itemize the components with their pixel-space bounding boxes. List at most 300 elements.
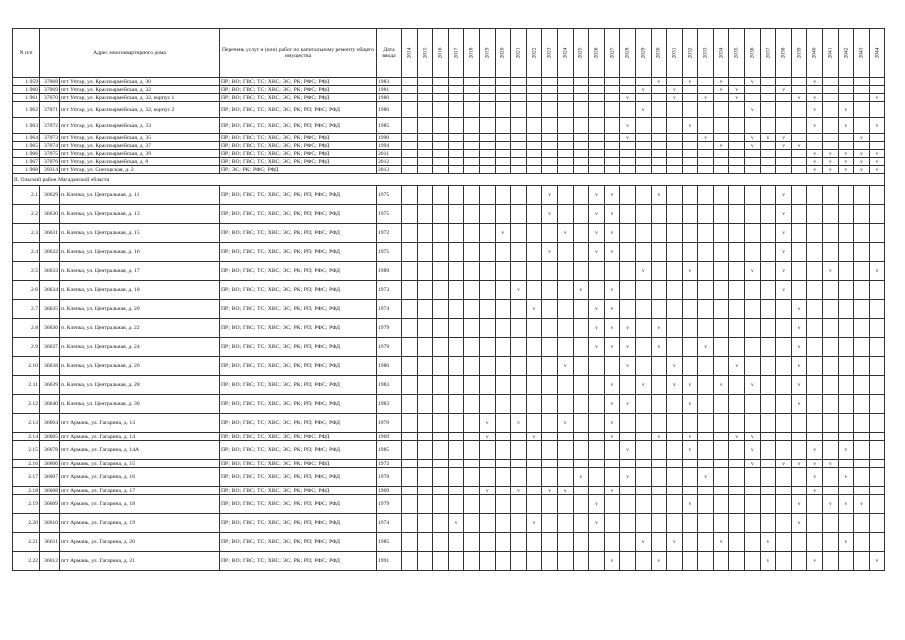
year-mark-cell xyxy=(823,94,839,102)
year-mark-cell: v xyxy=(791,319,807,338)
year-mark-cell xyxy=(635,281,651,300)
year-mark-cell xyxy=(573,460,589,468)
row-year-built: 2013 xyxy=(377,166,402,174)
year-mark-cell xyxy=(464,186,480,205)
year-mark-cell: v xyxy=(776,142,792,150)
year-mark-cell xyxy=(448,376,464,395)
year-mark-cell xyxy=(479,78,495,86)
year-mark-cell xyxy=(823,514,839,533)
year-mark-cell xyxy=(698,533,714,552)
year-mark-cell xyxy=(542,468,558,487)
year-mark-cell xyxy=(448,552,464,571)
header-year-label: 2039 xyxy=(796,47,803,59)
year-mark-cell xyxy=(651,158,667,166)
year-mark-cell xyxy=(869,319,885,338)
header-year xyxy=(667,29,683,78)
table-row xyxy=(13,281,885,300)
row-year-built: 1972 xyxy=(377,460,402,468)
year-mark-cell xyxy=(838,357,854,376)
year-mark-cell: v xyxy=(604,338,620,357)
year-mark-cell xyxy=(589,441,605,460)
year-mark-cell xyxy=(526,158,542,166)
header-year-label: 2023 xyxy=(546,47,553,59)
year-mark-cell xyxy=(542,376,558,395)
year-mark-cell: v xyxy=(651,186,667,205)
year-mark-cell: v xyxy=(667,533,683,552)
year-mark-cell xyxy=(635,186,651,205)
year-mark-cell: v xyxy=(791,94,807,102)
header-year-label: 2025 xyxy=(577,47,584,59)
year-mark-cell xyxy=(713,468,729,487)
row-number: 2.21 xyxy=(13,533,40,552)
year-mark-cell xyxy=(479,338,495,357)
year-mark-cell: v xyxy=(745,433,761,441)
year-mark-cell xyxy=(745,495,761,514)
year-mark-cell xyxy=(573,395,589,414)
row-building-id: 36638 xyxy=(40,357,60,376)
year-mark-cell xyxy=(698,78,714,86)
year-mark-cell xyxy=(573,338,589,357)
year-mark-cell xyxy=(667,441,683,460)
row-year-built: 1975 xyxy=(377,205,402,224)
row-address: пгт Армань, ул. Гагарина, д. 13 xyxy=(60,414,220,433)
year-mark-cell xyxy=(729,487,745,495)
year-mark-cell xyxy=(526,376,542,395)
year-mark-cell xyxy=(495,186,511,205)
year-mark-cell xyxy=(838,205,854,224)
year-mark-cell xyxy=(667,150,683,158)
row-services: ПР; ВО; ГВС; ТС; ХВС; ЭС; РК; РФС; РФД xyxy=(220,487,377,495)
year-mark-cell xyxy=(729,78,745,86)
year-mark-cell xyxy=(635,94,651,102)
year-mark-cell xyxy=(807,514,823,533)
year-mark-cell: v xyxy=(651,433,667,441)
year-mark-cell: v xyxy=(557,357,573,376)
year-mark-cell xyxy=(464,243,480,262)
year-mark-cell xyxy=(823,118,839,134)
row-year-built: 1985 xyxy=(377,441,402,460)
year-mark-cell xyxy=(589,414,605,433)
year-mark-cell xyxy=(698,552,714,571)
year-mark-cell xyxy=(869,186,885,205)
year-mark-cell xyxy=(682,338,698,357)
year-mark-cell xyxy=(433,441,449,460)
year-mark-cell xyxy=(667,319,683,338)
year-mark-cell xyxy=(713,433,729,441)
year-mark-cell xyxy=(635,158,651,166)
year-mark-cell xyxy=(682,150,698,158)
year-mark-cell xyxy=(651,243,667,262)
row-building-id: 36610 xyxy=(40,514,60,533)
year-mark-cell: v xyxy=(526,514,542,533)
year-mark-cell xyxy=(667,552,683,571)
table-row xyxy=(13,514,885,533)
year-mark-cell xyxy=(417,243,433,262)
year-mark-cell xyxy=(838,300,854,319)
year-mark-cell xyxy=(791,262,807,281)
year-mark-cell xyxy=(651,395,667,414)
year-mark-cell xyxy=(760,460,776,468)
year-mark-cell xyxy=(433,495,449,514)
year-mark-cell: v xyxy=(479,433,495,441)
year-mark-cell xyxy=(838,243,854,262)
year-mark-cell xyxy=(479,243,495,262)
row-building-id: 37068 xyxy=(40,78,60,86)
row-year-built: 1970 xyxy=(377,414,402,433)
year-mark-cell xyxy=(526,357,542,376)
year-mark-cell xyxy=(448,166,464,174)
year-mark-cell xyxy=(823,395,839,414)
year-mark-cell: v xyxy=(854,134,870,142)
row-services: ПР; ВО; ГВС; ТС; ХВС; ЭС; РК; РП; РФС; РФД xyxy=(220,186,377,205)
year-mark-cell xyxy=(526,166,542,174)
year-mark-cell: v xyxy=(604,552,620,571)
year-mark-cell xyxy=(651,414,667,433)
year-mark-cell xyxy=(495,166,511,174)
row-services: ПР; ВО; ГВС; ТС; ХВС; ЭС; РК; РП; РФС; РФД xyxy=(220,376,377,395)
row-services: ПР; ВО; ГВС; ТС; ХВС; ЭС; РК; РП; РФС; РФД xyxy=(220,414,377,433)
year-mark-cell xyxy=(402,533,418,552)
year-mark-cell xyxy=(854,281,870,300)
year-mark-cell xyxy=(869,78,885,86)
year-mark-cell xyxy=(729,495,745,514)
year-mark-cell: v xyxy=(791,338,807,357)
year-mark-cell xyxy=(433,102,449,118)
year-mark-cell xyxy=(589,134,605,142)
year-mark-cell xyxy=(682,552,698,571)
year-mark-cell xyxy=(448,243,464,262)
year-mark-cell xyxy=(823,468,839,487)
year-mark-cell xyxy=(417,300,433,319)
table-body xyxy=(13,78,885,571)
year-mark-cell xyxy=(807,414,823,433)
year-mark-cell xyxy=(479,134,495,142)
year-mark-cell: v xyxy=(604,186,620,205)
year-mark-cell: v xyxy=(776,86,792,94)
year-mark-cell xyxy=(448,86,464,94)
year-mark-cell xyxy=(854,395,870,414)
year-mark-cell xyxy=(635,468,651,487)
year-mark-cell xyxy=(791,166,807,174)
year-mark-cell xyxy=(760,414,776,433)
year-mark-cell xyxy=(511,224,527,243)
header-year-label: 2029 xyxy=(640,47,647,59)
year-mark-cell xyxy=(745,86,761,94)
year-mark-cell xyxy=(760,338,776,357)
year-mark-cell xyxy=(807,495,823,514)
header-year xyxy=(823,29,839,78)
year-mark-cell xyxy=(573,552,589,571)
year-mark-cell xyxy=(823,338,839,357)
row-number: 2.13 xyxy=(13,414,40,433)
year-mark-cell xyxy=(557,495,573,514)
row-services: ПР; ВО; ГВС; ТС; ХВС; ЭС; РК; РП; РФС; РФД xyxy=(220,243,377,262)
year-mark-cell: v xyxy=(776,205,792,224)
year-mark-cell: v xyxy=(745,460,761,468)
year-mark-cell: v xyxy=(635,262,651,281)
year-mark-cell: v xyxy=(807,78,823,86)
year-mark-cell xyxy=(464,86,480,94)
year-mark-cell xyxy=(495,102,511,118)
year-mark-cell xyxy=(776,94,792,102)
year-mark-cell: v xyxy=(713,533,729,552)
year-mark-cell xyxy=(791,533,807,552)
year-mark-cell: v xyxy=(760,533,776,552)
year-mark-cell xyxy=(557,186,573,205)
year-mark-cell: v xyxy=(589,186,605,205)
year-mark-cell xyxy=(713,300,729,319)
year-mark-cell xyxy=(402,460,418,468)
year-mark-cell xyxy=(713,357,729,376)
year-mark-cell xyxy=(869,441,885,460)
year-mark-cell xyxy=(511,118,527,134)
year-mark-cell xyxy=(869,433,885,441)
year-mark-cell xyxy=(402,357,418,376)
year-mark-cell xyxy=(402,86,418,94)
header-year xyxy=(542,29,558,78)
year-mark-cell xyxy=(682,300,698,319)
year-mark-cell xyxy=(433,376,449,395)
year-mark-cell xyxy=(760,158,776,166)
year-mark-cell xyxy=(589,262,605,281)
year-mark-cell xyxy=(698,514,714,533)
year-mark-cell xyxy=(854,319,870,338)
header-year xyxy=(698,29,714,78)
year-mark-cell xyxy=(402,395,418,414)
year-mark-cell xyxy=(433,166,449,174)
year-mark-cell xyxy=(402,319,418,338)
header-year xyxy=(417,29,433,78)
year-mark-cell xyxy=(869,281,885,300)
year-mark-cell xyxy=(838,224,854,243)
year-mark-cell xyxy=(869,134,885,142)
year-mark-cell xyxy=(776,441,792,460)
year-mark-cell xyxy=(526,319,542,338)
header-year xyxy=(557,29,573,78)
year-mark-cell xyxy=(651,166,667,174)
row-address: пгт Уптар, ул. Красноармейская, д. 32, корпус 1 xyxy=(60,94,220,102)
row-year-built: 1974 xyxy=(377,514,402,533)
year-mark-cell xyxy=(620,243,636,262)
year-mark-cell xyxy=(433,134,449,142)
row-address: пгт Армань, ул. Гагарина, д. 17 xyxy=(60,487,220,495)
year-mark-cell xyxy=(698,118,714,134)
year-mark-cell xyxy=(854,338,870,357)
row-number: 2.6 xyxy=(13,281,40,300)
year-mark-cell xyxy=(589,487,605,495)
year-mark-cell xyxy=(433,150,449,158)
year-mark-cell: v xyxy=(604,487,620,495)
year-mark-cell xyxy=(823,552,839,571)
row-year-built: 1972 xyxy=(377,224,402,243)
year-mark-cell xyxy=(635,78,651,86)
table-row xyxy=(13,338,885,357)
year-mark-cell xyxy=(635,414,651,433)
year-mark-cell xyxy=(760,118,776,134)
year-mark-cell xyxy=(854,78,870,86)
year-mark-cell xyxy=(745,118,761,134)
year-mark-cell xyxy=(573,441,589,460)
year-mark-cell xyxy=(682,460,698,468)
year-mark-cell xyxy=(402,468,418,487)
table-row xyxy=(13,433,885,441)
header-year xyxy=(620,29,636,78)
year-mark-cell xyxy=(448,262,464,281)
year-mark-cell xyxy=(635,300,651,319)
row-services: ПР; ВО; ГВС; ТС; ХВС; ЭС; РК; РФС; РФД xyxy=(220,134,377,142)
header-year xyxy=(651,29,667,78)
year-mark-cell: v xyxy=(620,319,636,338)
year-mark-cell xyxy=(667,468,683,487)
year-mark-cell xyxy=(635,514,651,533)
row-number: 2.17 xyxy=(13,468,40,487)
year-mark-cell xyxy=(448,158,464,166)
year-mark-cell xyxy=(854,468,870,487)
header-year xyxy=(869,29,885,78)
row-building-id: 36640 xyxy=(40,395,60,414)
year-mark-cell: v xyxy=(791,376,807,395)
year-mark-cell: v xyxy=(760,552,776,571)
year-mark-cell xyxy=(557,262,573,281)
year-mark-cell xyxy=(604,262,620,281)
year-mark-cell xyxy=(651,441,667,460)
year-mark-cell: v xyxy=(838,533,854,552)
year-mark-cell xyxy=(511,134,527,142)
year-mark-cell xyxy=(526,142,542,150)
year-mark-cell xyxy=(823,78,839,86)
year-mark-cell xyxy=(854,514,870,533)
year-mark-cell: v xyxy=(542,186,558,205)
year-mark-cell xyxy=(823,86,839,94)
year-mark-cell xyxy=(620,552,636,571)
year-mark-cell xyxy=(667,433,683,441)
year-mark-cell xyxy=(495,460,511,468)
year-mark-cell: v xyxy=(589,300,605,319)
row-building-id: 36611 xyxy=(40,533,60,552)
year-mark-cell xyxy=(635,166,651,174)
year-mark-cell xyxy=(854,102,870,118)
year-mark-cell xyxy=(651,357,667,376)
header-year-label: 2019 xyxy=(484,47,491,59)
year-mark-cell xyxy=(620,533,636,552)
year-mark-cell xyxy=(542,395,558,414)
year-mark-cell xyxy=(651,118,667,134)
year-mark-cell xyxy=(682,158,698,166)
row-year-built: 1980 xyxy=(377,102,402,118)
header-year xyxy=(526,29,542,78)
year-mark-cell xyxy=(760,243,776,262)
row-address: п. Клепка, ул. Центральная, д. 11 xyxy=(60,186,220,205)
row-number: 1.966 xyxy=(13,150,40,158)
year-mark-cell xyxy=(776,78,792,86)
year-mark-cell xyxy=(776,150,792,158)
header-year xyxy=(433,29,449,78)
year-mark-cell xyxy=(526,281,542,300)
year-mark-cell xyxy=(448,433,464,441)
year-mark-cell xyxy=(760,186,776,205)
year-mark-cell xyxy=(760,262,776,281)
year-mark-cell xyxy=(542,300,558,319)
row-number: 1.964 xyxy=(13,134,40,142)
row-number: 1.967 xyxy=(13,158,40,166)
year-mark-cell xyxy=(557,86,573,94)
year-mark-cell xyxy=(557,102,573,118)
year-mark-cell xyxy=(433,514,449,533)
header-year-label: 2042 xyxy=(842,47,849,59)
year-mark-cell xyxy=(448,533,464,552)
year-mark-cell xyxy=(651,376,667,395)
table-row xyxy=(13,224,885,243)
row-services: ПР; ВО; ГВС; ТС; ХВС; ЭС; РК; РП; РФС; РФД xyxy=(220,514,377,533)
year-mark-cell xyxy=(433,319,449,338)
year-mark-cell: v xyxy=(838,495,854,514)
year-mark-cell xyxy=(511,150,527,158)
header-year xyxy=(682,29,698,78)
year-mark-cell xyxy=(760,205,776,224)
year-mark-cell xyxy=(635,224,651,243)
year-mark-cell xyxy=(402,338,418,357)
year-mark-cell xyxy=(573,533,589,552)
year-mark-cell: v xyxy=(604,319,620,338)
row-address: пгт Армань, ул. Гагарина, д. 14А xyxy=(60,441,220,460)
year-mark-cell: v xyxy=(589,205,605,224)
year-mark-cell xyxy=(635,118,651,134)
year-mark-cell xyxy=(635,460,651,468)
year-mark-cell: v xyxy=(620,357,636,376)
year-mark-cell xyxy=(698,441,714,460)
year-mark-cell xyxy=(511,357,527,376)
year-mark-cell: v xyxy=(557,414,573,433)
year-mark-cell xyxy=(402,224,418,243)
year-mark-cell: v xyxy=(667,86,683,94)
year-mark-cell xyxy=(791,205,807,224)
year-mark-cell: v xyxy=(651,338,667,357)
row-services: ПР; ВО; ГВС; ТС; ХВС; ЭС; РК; РП; РФС; РФД xyxy=(220,338,377,357)
year-mark-cell xyxy=(667,300,683,319)
year-mark-cell xyxy=(417,150,433,158)
year-mark-cell xyxy=(760,142,776,150)
year-mark-cell xyxy=(854,441,870,460)
year-mark-cell xyxy=(495,414,511,433)
year-mark-cell xyxy=(620,86,636,94)
year-mark-cell xyxy=(713,514,729,533)
year-mark-cell xyxy=(854,243,870,262)
row-number: 1.961 xyxy=(13,94,40,102)
year-mark-cell xyxy=(526,94,542,102)
year-mark-cell xyxy=(651,281,667,300)
year-mark-cell xyxy=(448,395,464,414)
year-mark-cell xyxy=(573,134,589,142)
row-year-built: 1969 xyxy=(377,487,402,495)
year-mark-cell xyxy=(464,205,480,224)
year-mark-cell xyxy=(745,338,761,357)
row-year-built: 1994 xyxy=(377,142,402,150)
year-mark-cell xyxy=(495,300,511,319)
year-mark-cell xyxy=(402,495,418,514)
year-mark-cell: v xyxy=(823,158,839,166)
year-mark-cell xyxy=(589,118,605,134)
year-mark-cell xyxy=(402,441,418,460)
year-mark-cell xyxy=(417,186,433,205)
row-services: ПР; ВО; ГВС; ТС; ХВС; ЭС; РК; РП; РФС; РФД xyxy=(220,468,377,487)
year-mark-cell xyxy=(526,338,542,357)
year-mark-cell xyxy=(682,86,698,94)
year-mark-cell xyxy=(620,281,636,300)
row-address: пгт Уптар, ул. Снегорская, д. 2 xyxy=(60,166,220,174)
year-mark-cell: v xyxy=(791,514,807,533)
table-row xyxy=(13,86,885,94)
year-mark-cell: v xyxy=(854,150,870,158)
